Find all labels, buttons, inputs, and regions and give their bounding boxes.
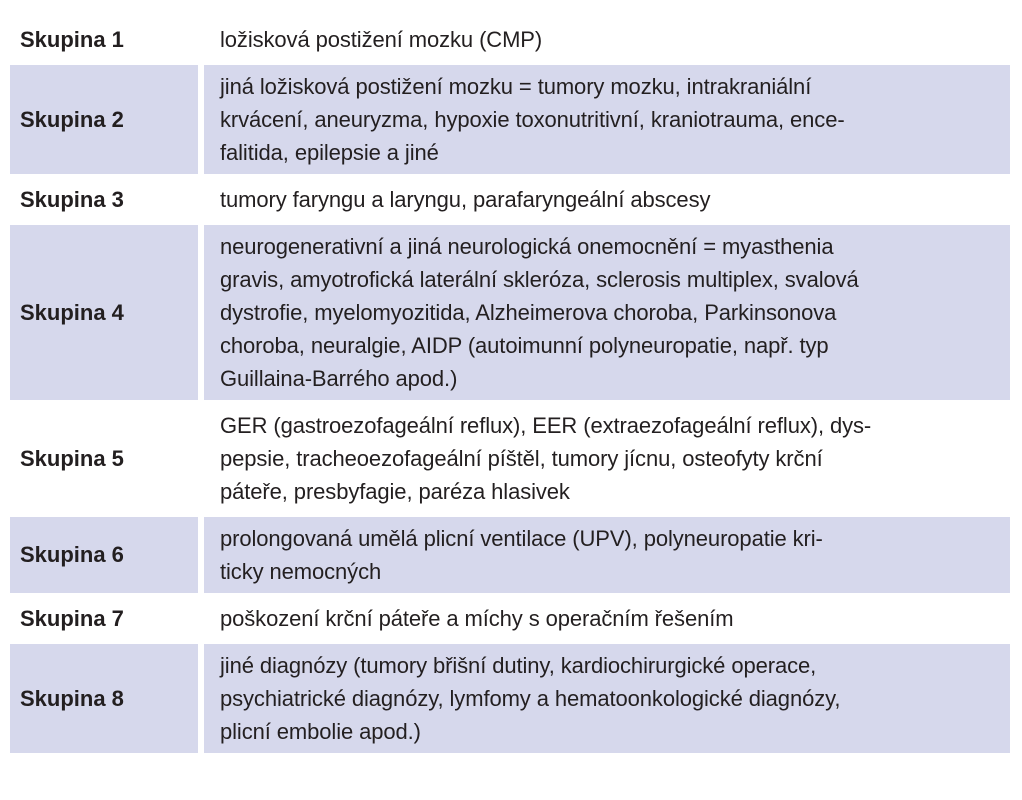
description-line: Guillaina-Barrého apod.): [220, 366, 458, 391]
description-line: ložisková postižení mozku (CMP): [220, 27, 543, 52]
group-label: Skupina 5: [10, 404, 204, 513]
group-label: Skupina 7: [10, 597, 204, 640]
description-line: gravis, amyotrofická laterální skleróza, sclerosis multiplex, svalová: [220, 267, 859, 292]
diagnosis-groups-table: [10, 14, 1010, 757]
description-line: jiná ložisková postižení mozku = tumory mozku, intrakraniální: [220, 74, 812, 99]
description-line: krvácení, aneuryzma, hypoxie toxonutritivní, kraniotrauma, ence-: [220, 107, 845, 132]
table-row: [10, 65, 1010, 174]
group-description: [204, 18, 1010, 61]
group-description: [204, 597, 1010, 640]
table-row: [10, 644, 1010, 753]
group-description: [204, 225, 1010, 400]
group-description: [204, 644, 1010, 753]
table-row: [10, 597, 1010, 640]
description-line: choroba, neuralgie, AIDP (autoimunní polyneuropatie, např. typ: [220, 333, 829, 358]
group-description: [204, 178, 1010, 221]
group-description: [204, 404, 1010, 513]
group-label: Skupina 2: [10, 65, 204, 174]
table-row: [10, 225, 1010, 400]
table-row: [10, 517, 1010, 593]
description-line: plicní embolie apod.): [220, 719, 421, 744]
description-line: prolongovaná umělá plicní ventilace (UPV), polyneuropatie kri-: [220, 526, 823, 551]
table-row: [10, 404, 1010, 513]
description-line: dystrofie, myelomyozitida, Alzheimerova choroba, Parkinsonova: [220, 300, 837, 325]
description-line: neurogenerativní a jiná neurologická onemocnění = myasthenia: [220, 234, 834, 259]
description-line: psychiatrické diagnózy, lymfomy a hematoonkologické diagnózy,: [220, 686, 841, 711]
group-description: [204, 65, 1010, 174]
group-label: Skupina 3: [10, 178, 204, 221]
group-label: Skupina 6: [10, 517, 204, 593]
description-line: falitida, epilepsie a jiné: [220, 140, 439, 165]
group-label: Skupina 4: [10, 225, 204, 400]
description-line: páteře, presbyfagie, paréza hlasivek: [220, 479, 570, 504]
description-line: pepsie, tracheoezofageální píštěl, tumory jícnu, osteofyty krční: [220, 446, 823, 471]
group-description: [204, 517, 1010, 593]
table-row: [10, 178, 1010, 221]
group-label: Skupina 1: [10, 18, 204, 61]
description-line: tumory faryngu a laryngu, parafaryngeální abscesy: [220, 187, 711, 212]
description-line: GER (gastroezofageální reflux), EER (extraezofageální reflux), dys-: [220, 413, 872, 438]
description-line: poškození krční páteře a míchy s operačním řešením: [220, 606, 734, 631]
description-line: jiné diagnózy (tumory břišní dutiny, kardiochirurgické operace,: [220, 653, 817, 678]
group-label: Skupina 8: [10, 644, 204, 753]
description-line: ticky nemocných: [220, 559, 382, 584]
table-row: [10, 18, 1010, 61]
